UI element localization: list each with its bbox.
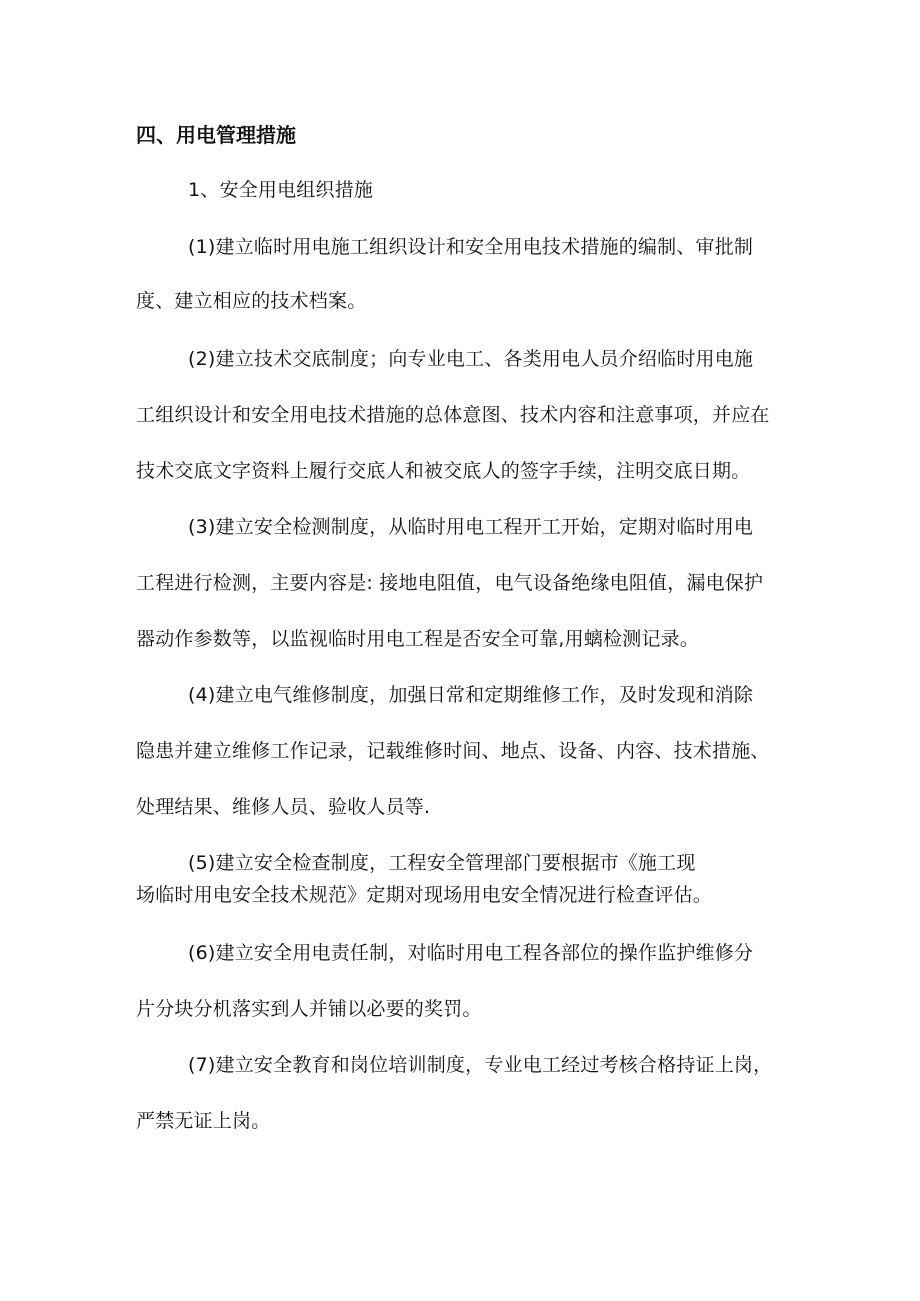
item-3-line-3: 器动作参数等，以监视临时用电工程是否安全可靠,用螭检测记录。 xyxy=(136,628,700,650)
subsection-title: 1、安全用电组织措施 xyxy=(188,179,374,201)
item-6-line-1: (6)建立安全用电责任制，对临时用电工程各部位的操作监护维修分 xyxy=(188,942,754,964)
item-3-line-1: (3)建立安全检测制度，从临时用电工程开工开始，定期对临时用电 xyxy=(188,516,754,538)
item-5-line-1: (5)建立安全检查制度，工程安全管理部门要根据市《施工现 xyxy=(188,852,696,874)
section-heading: 四、用电管理措施 xyxy=(136,123,296,147)
item-2-line-3: 技术交底文字资料上履行交底人和被交底人的签字手续，注明交底日期。 xyxy=(136,460,751,482)
item-7-line-1: (7)建立安全教育和岗位培训制度，专业电工经过考核合格持证上岗， xyxy=(188,1054,773,1076)
item-4-line-3: 处理结果、维修人员、验收人员等. xyxy=(136,796,431,818)
item-4-line-2: 隐患并建立维修工作记录，记载维修时间、地点、设备、内容、技术措施、 xyxy=(136,740,770,762)
item-2-line-2: 工组织设计和安全用电技术措施的总体意图、技术内容和注意事项，并应在 xyxy=(136,404,770,426)
item-4-line-1: (4)建立电气维修制度，加强日常和定期维修工作，及时发现和消除 xyxy=(188,684,754,706)
item-3-line-2: 工程进行检测，主要内容是: 接地电阻值，电气设备绝缘电阻值，漏电保护 xyxy=(136,572,764,594)
item-7-line-2: 严禁无证上岗。 xyxy=(136,1110,271,1132)
item-5-line-2: 场临时用电安全技术规范》定期对现场用电安全情况进行检查评估。 xyxy=(136,884,713,906)
item-1-line-1: (1)建立临时用电施工组织设计和安全用电技术措施的编制、审批制 xyxy=(188,236,754,258)
item-2-line-1: (2)建立技术交底制度；向专业电工、各类用电人员介绍临时用电施 xyxy=(188,348,754,370)
item-1-line-2: 度、建立相应的技术档案。 xyxy=(136,290,367,312)
item-6-line-2: 片分块分机落实到人并铺以必要的奖罚。 xyxy=(136,998,482,1020)
